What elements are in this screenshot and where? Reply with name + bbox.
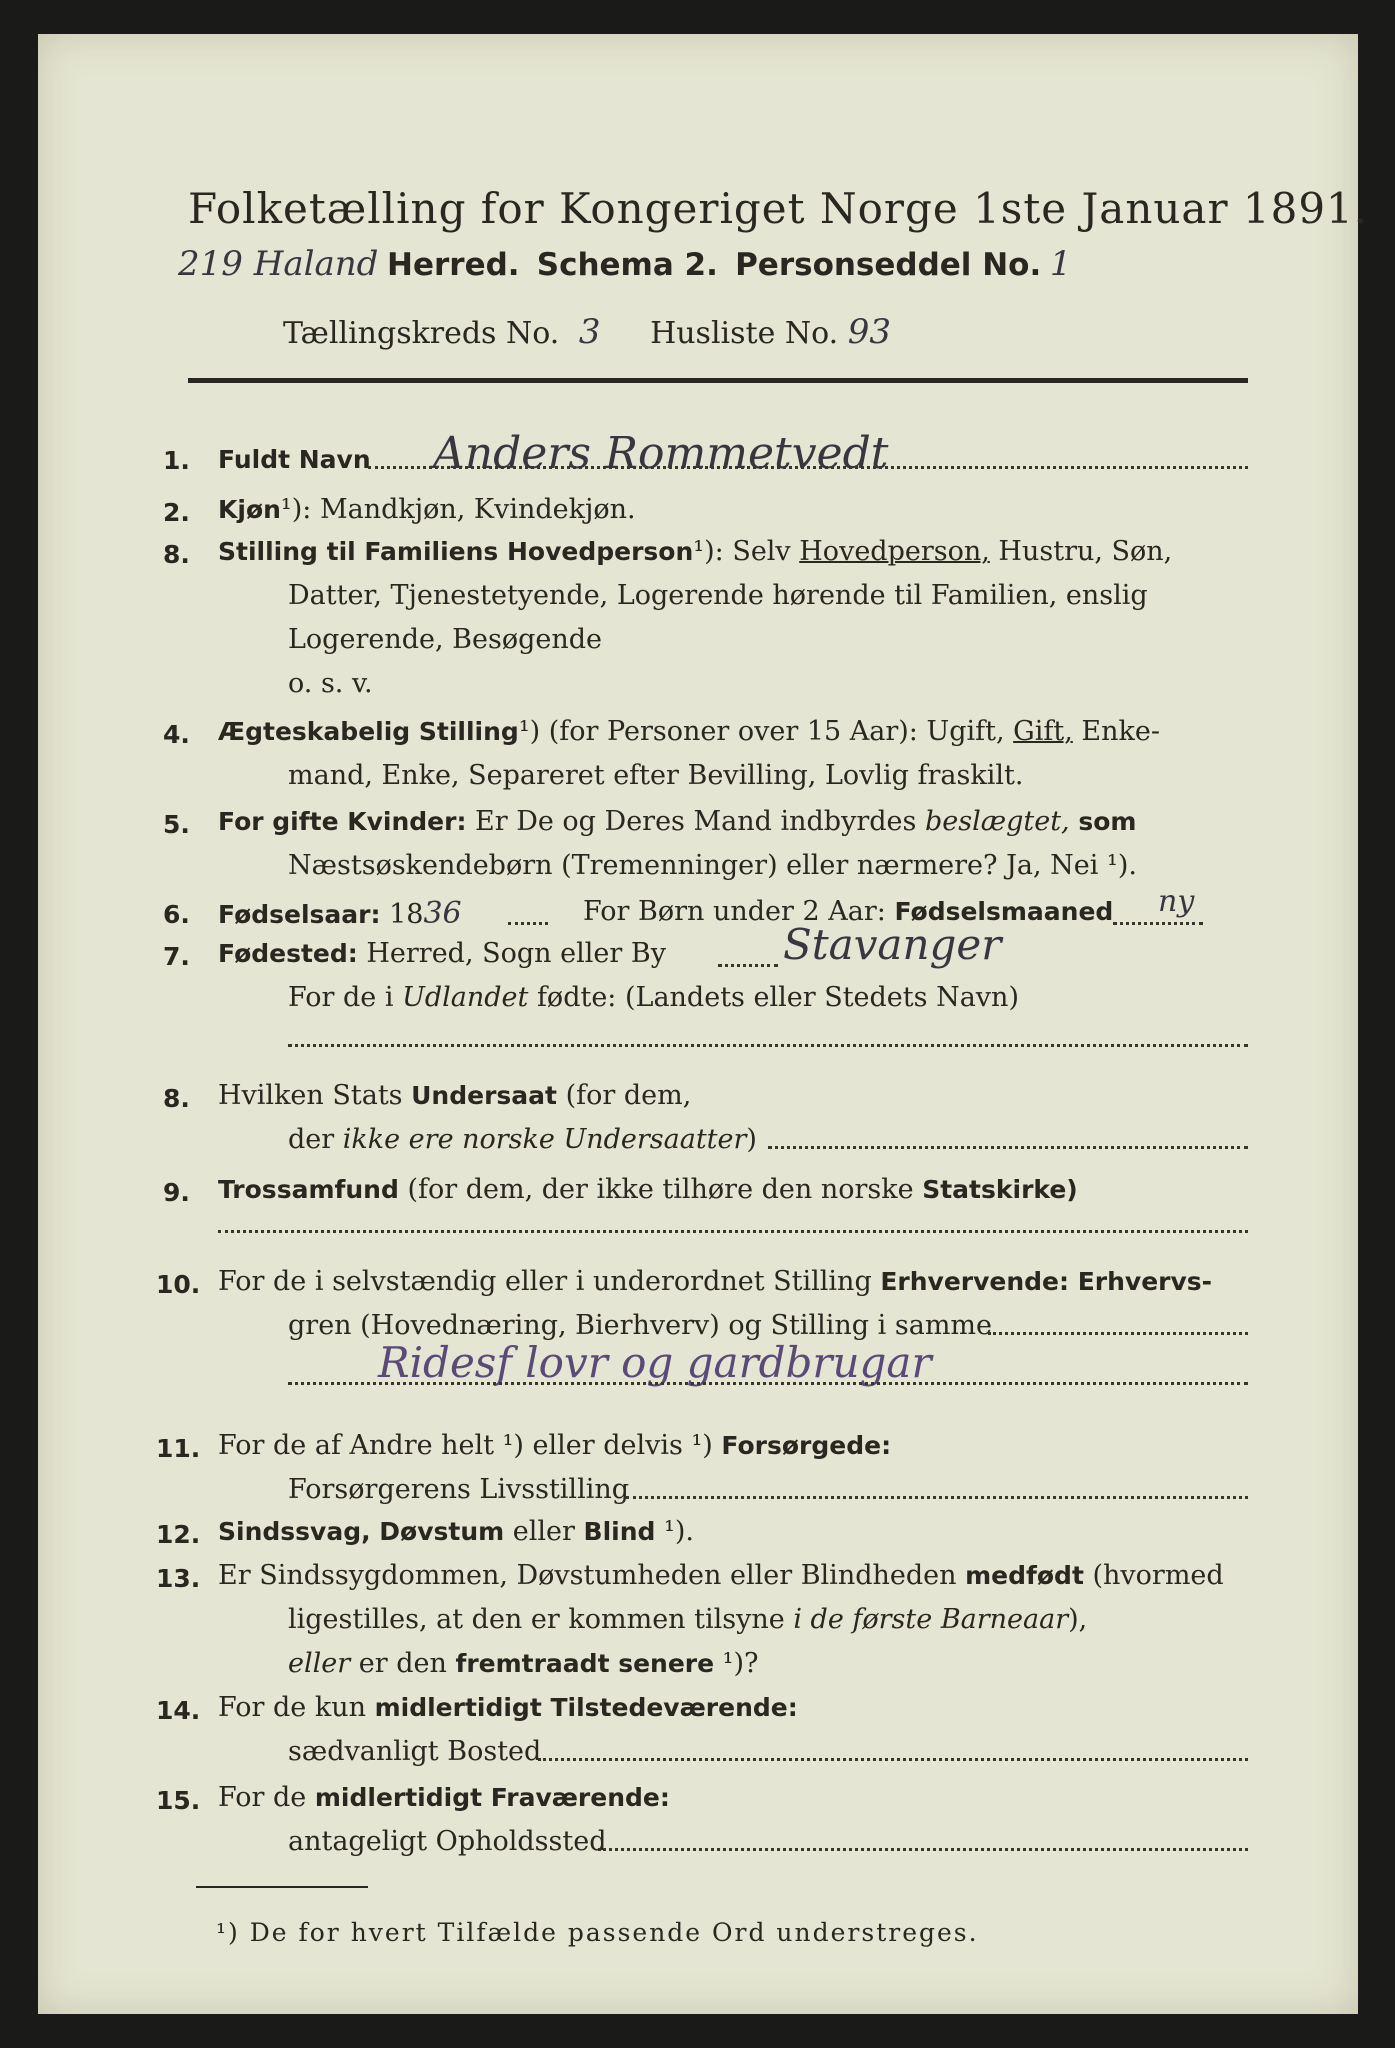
q13-line-2: ligestilles, at den er kommen tilsyne i de første Barneaar), [288,1604,1088,1635]
q5-label: For gifte Kvinder: [218,807,467,836]
q7-birthplace-handwriting: Stavanger [783,920,1002,969]
q12-end: ¹). [655,1516,694,1547]
q14-number: 14. [156,1696,201,1725]
q11-dotted-line [626,1496,1248,1499]
q8-text: Hvilken Stats [218,1080,412,1111]
schema-label: Schema 2. [536,247,718,283]
q5-number: 5. [163,810,190,839]
q13-line3-a: er den [350,1648,456,1679]
q10-occupation-handwriting: Ridesf lovr og gardbrugar [378,1338,932,1387]
q8-line2-italic: ikke ere norske Undersaatter [342,1124,747,1155]
q5-text-b: som [1069,807,1137,836]
q6-line [218,896,462,931]
q14-label: midlertidigt Tilstedeværende: [374,1693,798,1722]
q15-text: For de [218,1782,315,1813]
q3-line-2: Datter, Tjenestetyende, Logerende hørende til Familien, enslig [288,580,1148,611]
footnote: ¹) De for hvert Tilfælde passende Ord understreges. [216,1918,979,1947]
q7-line2-a: For de i [288,982,403,1013]
q4-text-b: Enke- [1072,716,1160,747]
q3-line-3: Logerende, Besøgende [288,624,602,655]
q6-dots-b [1113,922,1203,925]
q7-line2-b: fødte: (Landets eller Stedets Navn) [528,982,1019,1013]
q10-line-2: gren (Hovednæring, Bierhverv) og Stilling i samme [288,1310,993,1341]
q3-text-b: Hustru, Søn, [989,536,1173,567]
q1-dotted-line [368,466,1248,469]
q8-label: Undersaat [411,1081,557,1110]
q8-line [218,1080,691,1111]
q15-label: midlertidigt Fraværende: [314,1783,670,1812]
q7-dotted-line-2 [288,1044,1248,1047]
q13-line [218,1560,1224,1591]
q15-line [218,1782,670,1813]
q5-beslaegtet: beslægtet, [924,806,1070,837]
q14-text: For de kun [218,1692,375,1723]
husliste-number: 93 [847,312,892,352]
q15-line-2: antageligt Opholdssted [288,1826,607,1857]
q10-text-2: Erhvervs- [1069,1267,1213,1296]
q4-line-2: mand, Enke, Separeret efter Bevilling, Lovlig fraskilt. [288,760,1024,791]
q5-line-2: Næstsøskendebørn (Tremenninger) eller nærmere? Ja, Nei ¹). [288,850,1137,881]
q11-text: For de af Andre helt ¹) eller delvis ¹) [218,1430,722,1461]
kreds-line [283,312,891,352]
q8-number: 8. [163,1084,190,1113]
q4-gift-underlined: Gift, [1013,716,1073,747]
q6-label: Fødselsaar: [218,900,381,929]
husliste-label: Husliste No. [650,316,839,351]
q3-line-4: o. s. v. [288,668,373,699]
herred-line [178,244,1071,284]
q6-month-handwriting: ny [1158,884,1195,919]
q13-number: 13. [156,1564,201,1593]
q7-dots [718,964,778,967]
personseddel-number: 1 [1049,244,1072,284]
q10-text: For de i selvstændig eller i underordnet Stilling [218,1266,881,1297]
q1-name-handwriting: Anders Rommetvedt [433,428,889,479]
q13-text-2: (hvormed [1083,1560,1224,1591]
q9-line [218,1174,1078,1205]
q12-line [218,1516,694,1547]
q6-text: For Børn under 2 Aar: [583,896,895,927]
q5-line [218,806,1136,837]
q9-label: Trossamfund [218,1175,399,1204]
q8-text-2: (for dem, [556,1080,692,1111]
q1-line [218,444,371,475]
q3-hovedperson-underlined: Hovedperson, [799,536,990,567]
herred-handwriting: 219 Haland [178,244,379,284]
q1-number: 1. [163,446,190,475]
q6-year-handwriting: 36 [423,896,462,931]
q13-line3-c: ¹)? [714,1648,759,1679]
q4-line [218,716,1160,747]
q3-number: 8. [163,540,190,569]
q9-number: 9. [163,1178,190,1207]
q15-dotted-line [598,1848,1248,1851]
q12-label-2: Blind [583,1517,656,1546]
q13-line-3 [288,1648,759,1679]
q5-text-a: Er De og Deres Mand indbyrdes [466,806,925,837]
q2-text: ¹): Mandkjøn, Kvindekjøn. [280,494,636,525]
q3-label: Stilling til Familiens Hovedperson [218,537,694,566]
q8-line-2: der ikke ere norske Undersaatter) [288,1124,757,1155]
q6-dots-a [508,922,548,925]
q6-label-2: Fødselsmaaned [894,897,1114,926]
q13-line3-bold: fremtraadt senere [455,1649,715,1678]
q13-text: Er Sindssygdommen, Døvstumheden eller Blindheden [218,1560,966,1591]
footnote-rule [196,1886,368,1888]
q7-text: Herred, Sogn eller By [357,938,666,969]
q14-line [218,1692,798,1723]
q2-label: Kjøn [218,495,281,524]
q11-line-2: Forsørgerens Livsstilling [288,1474,630,1505]
q7-label: Fødested: [218,939,358,968]
q4-number: 4. [163,720,190,749]
header-rule [188,378,1248,383]
form-title: Folketælling for Kongeriget Norge 1ste Januar 1891. [188,184,1369,233]
q10-dotted-line [288,1382,1248,1385]
q14-dotted-line [538,1758,1248,1761]
q7-number: 7. [163,942,190,971]
personseddel-label: Personseddel No. [735,247,1042,283]
q2-line [218,494,636,525]
q12-number: 12. [156,1520,201,1549]
q7-line [218,938,666,969]
q3-line [218,536,1172,567]
q14-line-2: sædvanligt Bosted [288,1736,542,1767]
q1-label: Fuldt Navn [218,445,371,474]
kreds-number: 3 [578,312,601,352]
q4-text-a: ¹) (for Personer over 15 Aar): Ugift, [518,716,1014,747]
kreds-label: Tællingskreds No. [283,316,560,351]
q11-line [218,1430,891,1461]
q7-line-2 [288,982,1019,1013]
q6-number: 6. [163,900,190,929]
q10-dots-a [988,1332,1248,1335]
q9-text: (for dem, der ikke tilhøre den norske [398,1174,923,1205]
q9-end: Statskirke) [922,1175,1078,1204]
census-form-sheet [38,34,1369,2014]
q15-number: 15. [156,1786,201,1815]
q11-number: 11. [156,1434,201,1463]
q8-line2-a: der [288,1124,343,1155]
q13-line2-a: ligestilles, at den er kommen tilsyne [288,1604,794,1635]
q12-label: Sindssvag, Døvstum [218,1517,505,1546]
q6-prefix: 18 [380,899,424,930]
herred-label: Herred. [387,247,520,283]
q10-number: 10. [156,1270,201,1299]
q9-dotted-line [218,1230,1248,1233]
q13-line2-italic: i de første Barneaar [793,1604,1069,1635]
q7-udlandet: Udlandet [402,982,529,1013]
q10-line [218,1266,1212,1297]
q3-text-a: ¹): Selv [693,536,800,567]
q12-text: eller [504,1516,584,1547]
q8-dotted-line [768,1146,1248,1149]
q11-label: Forsørgede: [721,1431,892,1460]
q10-label: Erhvervende: [880,1267,1070,1296]
q2-number: 2. [163,498,190,527]
q13-line3-italic: eller [288,1648,351,1679]
q4-label: Ægteskabelig Stilling [218,717,519,746]
q13-label: medfødt [965,1561,1084,1590]
